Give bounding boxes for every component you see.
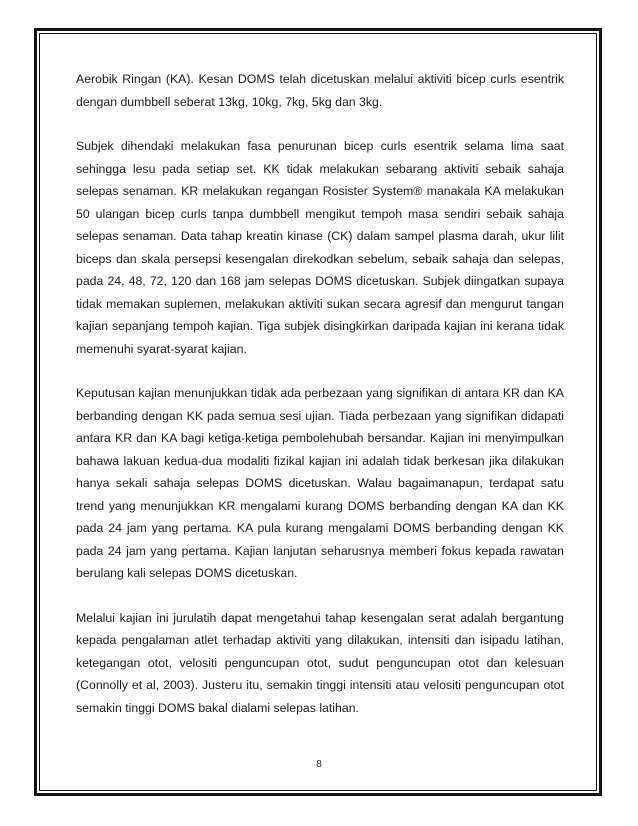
page-number: 8	[316, 759, 322, 770]
paragraph-subjek: Subjek dihendaki melakukan fasa penurunan bicep curls esentrik selama lima saat sehingga lesu pada setiap set. KK tidak melakukan sebarang aktiviti sebaik sahaja selepas senaman. KR melakukan regangan Rosister System® manakala KA melakukan 50 ulangan bicep curls tanpa dumbbell mengikut tempoh masa sendiri sebaik sahaja selepas senaman. Data tahap kreatin kinase (CK) dalam sampel plasma darah, ukur lilit biceps dan skala persepsi kesengalan direkodkan sebelum, sebaik sahaja dan selepas, pada 24, 48, 72, 120 dan 168 jam selepas DOMS dicetuskan. Subjek diingatkan supaya tidak memakan suplemen, melakukan aktiviti sukan secara agresif dan mengurut tangan kajian sepanjang tempoh kajian. Tiga subjek disingkirkan daripada kajian ini kerana tidak memenuhi syarat-syarat kajian.	[76, 139, 564, 356]
paragraph-melalui: Melalui kajian ini jurulatih dapat mengetahui tahap kesengalan serat adalah bergantung kepada pengalaman atlet terhadap aktiviti yang dilakukan, intensiti dan isipadu latihan, ketegangan otot, velositi penguncupan otot, sudut penguncupan otot dan kelesuan (Connolly et al, 2003). Justeru itu, semakin tinggi intensiti atau velositi penguncupan otot semakin tinggi DOMS bakal dialami selepas latihan.	[76, 610, 564, 715]
paragraph-aerobik: Aerobik Ringan (KA). Kesan DOMS telah dicetuskan melalui aktiviti bicep curls esentrik dengan dumbbell seberat 13kg, 10kg, 7kg, 5kg dan 3kg.	[76, 72, 564, 109]
paragraph-keputusan: Keputusan kajian menunjukkan tidak ada perbezaan yang signifikan di antara KR dan KA berbanding dengan KK pada semua sesi ujian. Tiada perbezaan yang signifikan didapati antara KR dan KA bagi ketiga-ketiga pembolehubah bersandar. Kajian ini menyimpulkan bahawa lakuan kedua-dua modaliti fizikal kajian ini adalah tidak berkesan jika dilakukan hanya sekali sahaja selepas DOMS dicetuskan. Walau bagaimanapun, terdapat satu trend yang menunjukkan KR mengalami kurang DOMS berbanding dengan KA dan KK pada 24 jam yang pertama. KA pula kurang mengalami DOMS berbanding dengan KK pada 24 jam yang pertama. Kajian lanjutan seharusnya memberi fokus kepada rawatan berulang kali selepas DOMS dicetuskan.	[76, 386, 564, 580]
document-body	[76, 68, 564, 741]
